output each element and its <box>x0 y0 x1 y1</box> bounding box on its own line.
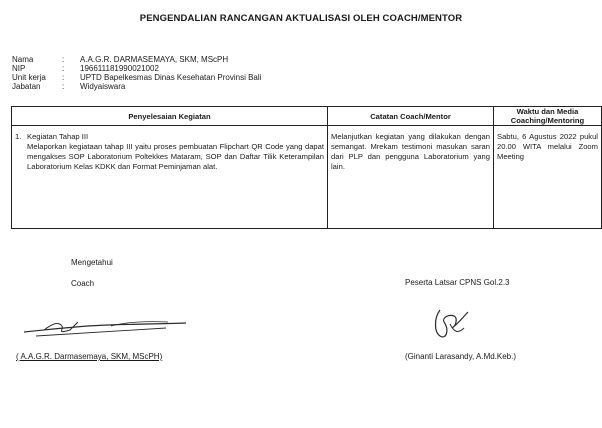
table-header-row <box>12 107 602 126</box>
mengetahui-label: Mengetahui <box>71 258 113 267</box>
coach-name: ( A.A.G.R. Darmasemaya, SKM, MScPH) <box>16 352 163 361</box>
table-row <box>12 126 602 229</box>
kegiatan-description: Melaporkan kegiataan tahap III yaitu proses pembuatan Flipchart QR Code yang dapat mengakses SOP Laboratorium Poltekkes Mataram, SOP dan Daftar Tilik Keterampilan Laboratorium Kelas KDKK dan Format Peminjaman alat. <box>27 142 324 171</box>
coach-label: Coach <box>71 279 95 288</box>
info-row-nama <box>12 55 261 64</box>
header-waktu: Waktu dan Media Coaching/Mentoring <box>494 107 602 126</box>
peserta-signature-image <box>428 302 476 344</box>
info-separator: : <box>62 82 65 91</box>
cell-kegiatan <box>12 126 328 229</box>
cell-catatan: Melanjutkan kegiatan yang dilakukan dengan semangat. Mrekam testimoni masukan saran dari PLP dan pengguna Laboratorium yang lain. <box>328 126 494 229</box>
peserta-name: (Ginanti Larasandy, A.Md.Keb.) <box>405 352 517 361</box>
cell-waktu: Sabtu, 6 Agustus 2022 pukul 20.00 WITA melalui Zoom Meeting <box>494 126 602 229</box>
document-title: PENGENDALIAN RANCANGAN AKTUALISASI OLEH COACH/MENTOR <box>139 13 463 24</box>
identity-block <box>12 55 261 91</box>
kegiatan-title: Kegiatan Tahap III <box>27 132 89 141</box>
coach-signature-image <box>16 312 196 342</box>
info-value: 196611181990021002 <box>80 64 159 73</box>
info-value: UPTD Bapelkesmas Dinas Kesehatan Provinsi Bali <box>80 73 262 82</box>
activity-table <box>11 106 602 229</box>
info-row-unit-kerja <box>12 73 261 82</box>
info-row-nip <box>12 64 261 73</box>
info-label: Nama <box>12 55 34 64</box>
info-value: A.A.G.R. DARMASEMAYA, SKM, MScPH <box>80 55 229 64</box>
peserta-label: Peserta Latsar CPNS Gol.2.3 <box>405 278 510 287</box>
info-label: Jabatan <box>12 82 41 91</box>
info-separator: : <box>62 73 65 82</box>
row-number: 1. <box>15 132 22 141</box>
header-catatan: Catatan Coach/Mentor <box>328 107 494 126</box>
info-label: Unit kerja <box>12 73 46 82</box>
info-separator: : <box>62 55 65 64</box>
info-label: NIP <box>12 64 26 73</box>
info-separator: : <box>62 64 65 73</box>
info-value: Widyaiswara <box>80 82 126 91</box>
info-row-jabatan <box>12 82 261 91</box>
header-penyelesaian: Penyelesaian Kegiatan <box>12 107 328 126</box>
